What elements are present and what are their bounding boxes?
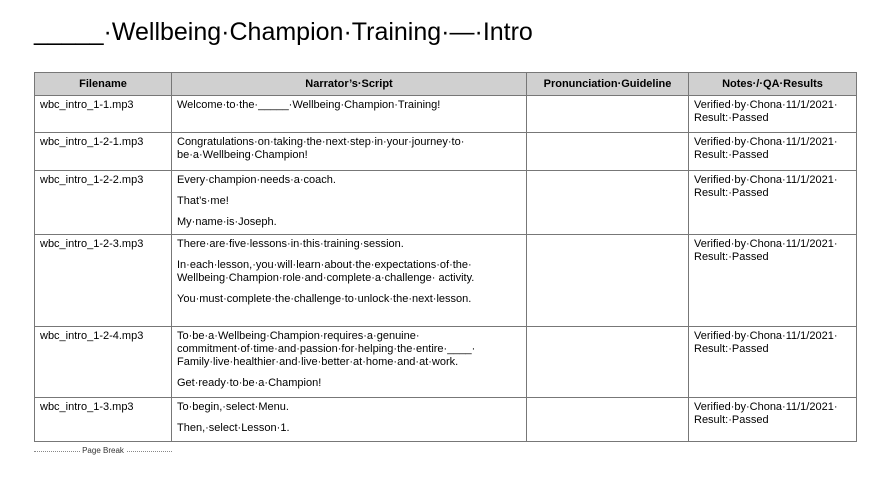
pronunciation-cell[interactable] — [527, 133, 689, 171]
page-break-marker[interactable] — [34, 445, 172, 457]
table-header-row — [35, 73, 857, 96]
script-line: To·begin,·select·Menu. — [177, 401, 289, 413]
table-row — [35, 235, 857, 327]
filename-cell[interactable]: wbc_intro_1-2-4.mp3 — [35, 327, 172, 398]
script-cell[interactable] — [172, 235, 527, 327]
script-cell[interactable] — [172, 96, 527, 133]
filename-cell[interactable]: wbc_intro_1-1.mp3 — [35, 96, 172, 133]
filename-cell[interactable]: wbc_intro_1-2-3.mp3 — [35, 235, 172, 327]
notes-cell[interactable]: Verified·by·Chona·11/1/2021· Result:·Passed — [689, 398, 857, 442]
notes-cell[interactable]: Verified·by·Chona·11/1/2021· Result:·Passed — [689, 133, 857, 171]
notes-cell[interactable]: Verified·by·Chona·11/1/2021· Result:·Passed — [689, 235, 857, 327]
script-line: To·be·a·Wellbeing·Champion·requires·a·genuine· commitment·of·time·and·passion·for·helping·the·entire·____· Family·live·healthier·and·live·better·at·home·and·at·work. — [177, 330, 476, 368]
script-line: My·name·is·Joseph. — [177, 216, 277, 228]
notes-cell[interactable]: Verified·by·Chona·11/1/2021· Result:·Passed — [689, 96, 857, 133]
pronunciation-cell[interactable] — [527, 235, 689, 327]
table-row — [35, 398, 857, 442]
page-break-label: Page Break — [82, 446, 124, 455]
header-pronunciation-guideline[interactable]: Pronunciation·Guideline — [527, 73, 689, 96]
filename-cell[interactable]: wbc_intro_1-2-2.mp3 — [35, 171, 172, 235]
table-row — [35, 96, 857, 133]
script-line: You·must·complete·the·challenge·to·unlock·the·next·lesson. — [177, 293, 472, 305]
script-line: Welcome·to·the·_____·Wellbeing·Champion·Training! — [177, 99, 441, 111]
pronunciation-cell[interactable] — [527, 171, 689, 235]
table-row — [35, 171, 857, 235]
notes-cell[interactable]: Verified·by·Chona·11/1/2021· Result:·Passed — [689, 171, 857, 235]
table-row — [35, 133, 857, 171]
filename-cell[interactable]: wbc_intro_1-3.mp3 — [35, 398, 172, 442]
document-title[interactable]: _____·Wellbeing·Champion·Training·—·Intro — [34, 18, 533, 46]
script-line: Congratulations·on·taking·the·next·step·in·your·journey·to· be·a·Wellbeing·Champion! — [177, 136, 465, 161]
script-line: There·are·five·lessons·in·this·training·session. — [177, 238, 404, 250]
narration-script-table[interactable] — [34, 72, 857, 442]
script-line: Get·ready·to·be·a·Champion! — [177, 377, 322, 389]
script-cell[interactable] — [172, 398, 527, 442]
script-cell[interactable] — [172, 133, 527, 171]
pronunciation-cell[interactable] — [527, 398, 689, 442]
header-narrators-script[interactable]: Narrator’s·Script — [172, 73, 527, 96]
script-cell[interactable] — [172, 327, 527, 398]
script-line: In·each·lesson,·you·will·learn·about·the·expectations·of·the· Wellbeing·Champion·role·and·complete·a·challenge· activity. — [177, 259, 475, 284]
script-line: Every·champion·needs·a·coach. — [177, 174, 336, 186]
script-line: Then,·select·Lesson·1. — [177, 422, 290, 434]
pronunciation-cell[interactable] — [527, 327, 689, 398]
filename-cell[interactable]: wbc_intro_1-2-1.mp3 — [35, 133, 172, 171]
pronunciation-cell[interactable] — [527, 96, 689, 133]
header-notes-qa-results[interactable]: Notes·/·QA·Results — [689, 73, 857, 96]
script-cell[interactable] — [172, 171, 527, 235]
notes-cell[interactable]: Verified·by·Chona·11/1/2021· Result:·Passed — [689, 327, 857, 398]
table-row — [35, 327, 857, 398]
header-filename[interactable]: Filename — [35, 73, 172, 96]
script-line: That’s·me! — [177, 195, 229, 207]
